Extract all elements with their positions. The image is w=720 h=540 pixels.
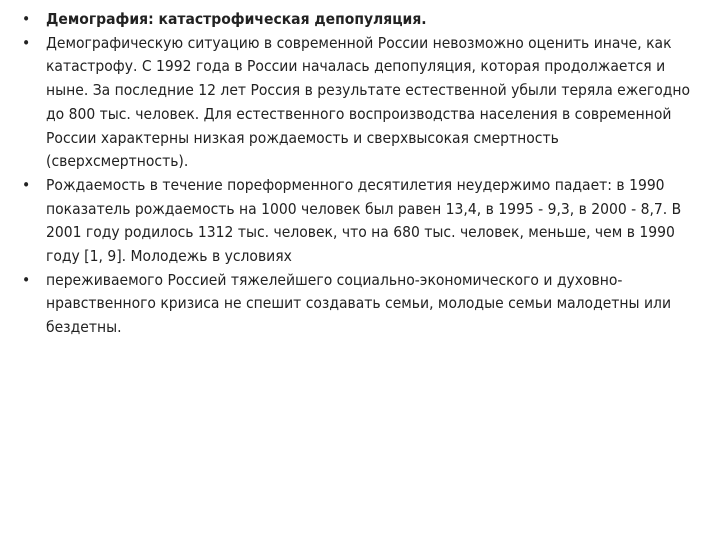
bullet-item-heading (22, 8, 702, 32)
youth-text: переживаемого Россией тяжелейшего социально-экономического и духовно-нравственного кризиса не спешит создавать семьи, молодые семьи малодетны или бездетны. (46, 270, 672, 337)
bullet-marker: • (22, 10, 31, 28)
situation-text: Демографическую ситуацию в современной России невозможно оценить иначе, как катастрофу. С 1992 года в России началась депопуляция, которая продолжается и ныне. За последние 12 лет Россия в результате естественной убыли теряла ежегодно до 800 тыс. человек. Для естественного воспроизводства населения в современной России характерны низкая рождаемость и сверхвысокая смертность (сверхсмертность). (46, 33, 691, 171)
bullet-marker: • (22, 175, 31, 194)
bullet-item-situation (22, 32, 702, 174)
bullet-marker: • (22, 270, 31, 289)
birthrate-text: Рождаемость в течение пореформенного десятилетия неудержимо падает: в 1990 показатель рождаемость на 1000 человек был равен 13,4, в 1995 - 9,3, в 2000 - 8,7. В 2001 году родилось 1312 тыс. человек, что на 680 тыс. человек, меньше, чем в 1990 году [1, 9]. Молодежь в условиях (46, 175, 682, 266)
bullet-list (22, 8, 702, 340)
bullet-marker: • (22, 33, 31, 52)
bullet-item-birthrate (22, 174, 702, 269)
heading-text: Демография: катастрофическая депопуляция. (46, 10, 427, 28)
bullet-item-youth (22, 269, 702, 340)
